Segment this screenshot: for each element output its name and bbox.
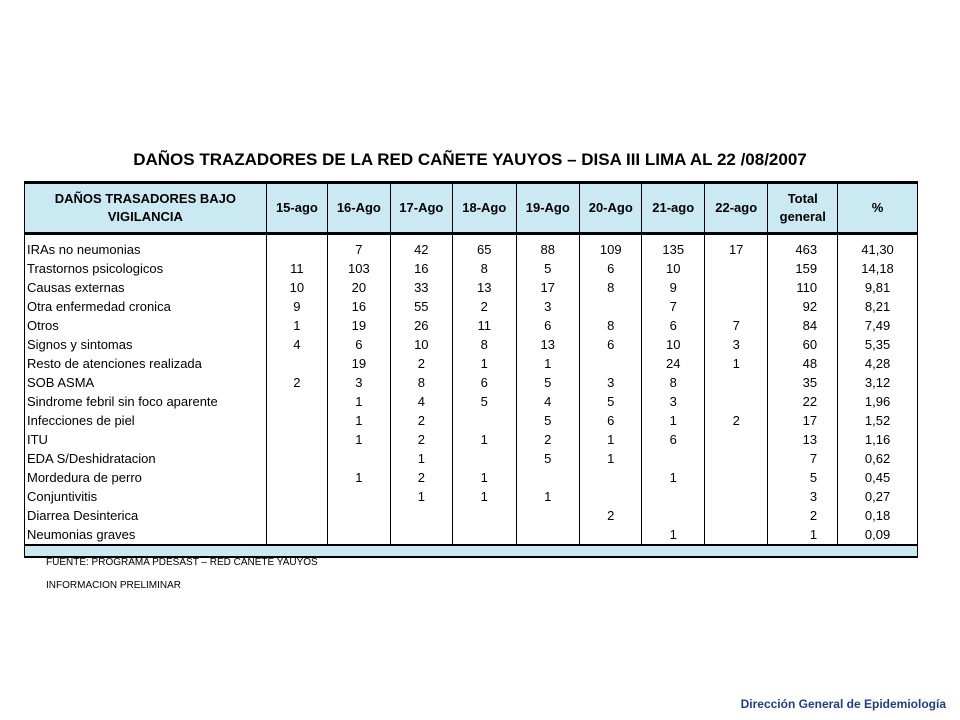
- row-value-cell: 6: [580, 411, 642, 430]
- row-value-cell: 1: [453, 487, 516, 506]
- row-label: Otros: [25, 316, 267, 335]
- row-value-cell: [328, 449, 390, 468]
- row-value-cell: [266, 449, 327, 468]
- row-value-cell: 42: [390, 240, 452, 259]
- row-total-cell: 159: [768, 259, 838, 278]
- row-value-cell: 1: [390, 487, 452, 506]
- row-value-cell: [390, 525, 452, 544]
- header-category-line2: VIGILANCIA: [107, 209, 183, 224]
- table-row: [25, 335, 918, 354]
- row-value-cell: [704, 468, 767, 487]
- table-row: [25, 354, 918, 373]
- row-label: Trastornos psicologicos: [25, 259, 267, 278]
- table-row: [25, 430, 918, 449]
- row-label: Conjuntivitis: [25, 487, 267, 506]
- row-value-cell: 6: [580, 335, 642, 354]
- row-value-cell: 7: [704, 316, 767, 335]
- row-total-cell: 22: [768, 392, 838, 411]
- row-value-cell: 33: [390, 278, 452, 297]
- row-total-cell: 92: [768, 297, 838, 316]
- header-date-0: 15-ago: [266, 183, 327, 234]
- row-value-cell: [266, 430, 327, 449]
- row-total-cell: 84: [768, 316, 838, 335]
- row-label: Signos y sintomas: [25, 335, 267, 354]
- row-value-cell: 5: [453, 392, 516, 411]
- row-percent-cell: 4,28: [838, 354, 918, 373]
- row-percent-cell: 0,27: [838, 487, 918, 506]
- row-value-cell: 7: [642, 297, 704, 316]
- row-value-cell: [516, 525, 579, 544]
- row-percent-cell: 0,62: [838, 449, 918, 468]
- row-value-cell: 4: [390, 392, 452, 411]
- row-value-cell: 1: [453, 430, 516, 449]
- row-percent-cell: 7,49: [838, 316, 918, 335]
- header-date-5: 20-Ago: [580, 183, 642, 234]
- row-value-cell: [266, 468, 327, 487]
- header-date-2: 17-Ago: [390, 183, 452, 234]
- row-value-cell: 2: [580, 506, 642, 525]
- row-value-cell: 3: [642, 392, 704, 411]
- row-value-cell: [328, 525, 390, 544]
- row-value-cell: [642, 487, 704, 506]
- row-value-cell: 10: [266, 278, 327, 297]
- row-value-cell: 1: [328, 411, 390, 430]
- header-total: [768, 183, 838, 234]
- row-total-cell: 110: [768, 278, 838, 297]
- row-percent-cell: 0,18: [838, 506, 918, 525]
- row-total-cell: 1: [768, 525, 838, 544]
- row-value-cell: [266, 525, 327, 544]
- row-value-cell: [390, 506, 452, 525]
- row-value-cell: 135: [642, 240, 704, 259]
- row-value-cell: 1: [266, 316, 327, 335]
- row-value-cell: 1: [516, 487, 579, 506]
- row-value-cell: [580, 297, 642, 316]
- row-value-cell: 103: [328, 259, 390, 278]
- row-label: EDA S/Deshidratacion: [25, 449, 267, 468]
- row-value-cell: 8: [642, 373, 704, 392]
- row-value-cell: 9: [642, 278, 704, 297]
- header-total-line1: Total: [787, 191, 818, 206]
- row-value-cell: 5: [580, 392, 642, 411]
- row-value-cell: [516, 506, 579, 525]
- row-value-cell: 1: [704, 354, 767, 373]
- damage-table-container: [24, 181, 918, 558]
- row-value-cell: 1: [328, 430, 390, 449]
- row-value-cell: [704, 259, 767, 278]
- organization-brand: Dirección General de Epidemiología: [740, 697, 946, 711]
- row-value-cell: 2: [704, 411, 767, 430]
- row-value-cell: 6: [328, 335, 390, 354]
- row-value-cell: 9: [266, 297, 327, 316]
- row-value-cell: 2: [390, 430, 452, 449]
- table-row: [25, 259, 918, 278]
- row-value-cell: 4: [266, 335, 327, 354]
- row-value-cell: [266, 487, 327, 506]
- row-value-cell: 1: [453, 468, 516, 487]
- source-note: FUENTE: PROGRAMA PDESAST – RED CAÑETE YAUYOS: [46, 557, 318, 568]
- row-value-cell: 2: [390, 354, 452, 373]
- table-row: [25, 525, 918, 544]
- header-category-line1: DAÑOS TRASADORES BAJO: [54, 191, 236, 206]
- row-value-cell: 16: [390, 259, 452, 278]
- table-body: [25, 234, 918, 545]
- row-value-cell: [704, 430, 767, 449]
- row-value-cell: [266, 392, 327, 411]
- row-percent-cell: 1,52: [838, 411, 918, 430]
- row-value-cell: 19: [328, 316, 390, 335]
- row-value-cell: 13: [453, 278, 516, 297]
- row-value-cell: 5: [516, 411, 579, 430]
- row-value-cell: [266, 240, 327, 259]
- row-total-cell: 3: [768, 487, 838, 506]
- row-value-cell: 6: [642, 430, 704, 449]
- header-date-7: 22-ago: [704, 183, 767, 234]
- header-date-3: 18-Ago: [453, 183, 516, 234]
- row-value-cell: 3: [704, 335, 767, 354]
- row-value-cell: 109: [580, 240, 642, 259]
- row-value-cell: 8: [580, 278, 642, 297]
- header-category: [25, 183, 267, 234]
- row-value-cell: 2: [390, 468, 452, 487]
- row-value-cell: [516, 468, 579, 487]
- row-percent-cell: 41,30: [838, 240, 918, 259]
- row-value-cell: 88: [516, 240, 579, 259]
- row-total-cell: 2: [768, 506, 838, 525]
- row-total-cell: 48: [768, 354, 838, 373]
- row-value-cell: [704, 373, 767, 392]
- table-row: [25, 316, 918, 335]
- row-value-cell: 11: [453, 316, 516, 335]
- table-row: [25, 297, 918, 316]
- row-value-cell: 16: [328, 297, 390, 316]
- table-row: [25, 449, 918, 468]
- row-value-cell: [453, 525, 516, 544]
- row-value-cell: 1: [580, 449, 642, 468]
- row-label: Causas externas: [25, 278, 267, 297]
- row-label: SOB ASMA: [25, 373, 267, 392]
- row-value-cell: [704, 487, 767, 506]
- row-percent-cell: 5,35: [838, 335, 918, 354]
- row-value-cell: [580, 525, 642, 544]
- row-label: Sindrome febril sin foco aparente: [25, 392, 267, 411]
- row-value-cell: 10: [642, 335, 704, 354]
- row-percent-cell: 9,81: [838, 278, 918, 297]
- row-value-cell: [266, 506, 327, 525]
- row-total-cell: 60: [768, 335, 838, 354]
- damage-table: [24, 181, 918, 544]
- row-total-cell: 7: [768, 449, 838, 468]
- row-percent-cell: 1,16: [838, 430, 918, 449]
- row-percent-cell: 1,96: [838, 392, 918, 411]
- row-value-cell: 1: [642, 411, 704, 430]
- row-value-cell: 7: [328, 240, 390, 259]
- row-value-cell: [266, 411, 327, 430]
- row-percent-cell: 8,21: [838, 297, 918, 316]
- header-total-line2: general: [779, 209, 826, 224]
- row-value-cell: [704, 297, 767, 316]
- table-row: [25, 468, 918, 487]
- row-value-cell: 4: [516, 392, 579, 411]
- row-value-cell: 10: [390, 335, 452, 354]
- row-value-cell: 2: [390, 411, 452, 430]
- row-value-cell: 3: [328, 373, 390, 392]
- header-percent: %: [838, 183, 918, 234]
- row-percent-cell: 14,18: [838, 259, 918, 278]
- table-row: [25, 487, 918, 506]
- row-value-cell: 8: [453, 259, 516, 278]
- row-label: Diarrea Desinterica: [25, 506, 267, 525]
- row-value-cell: [580, 354, 642, 373]
- row-value-cell: 2: [453, 297, 516, 316]
- row-value-cell: [704, 525, 767, 544]
- table-footer-band: [24, 544, 918, 558]
- row-value-cell: 1: [390, 449, 452, 468]
- row-value-cell: 65: [453, 240, 516, 259]
- page-title: DAÑOS TRAZADORES DE LA RED CAÑETE YAUYOS – DISA III LIMA AL 22 /08/2007: [133, 150, 807, 169]
- row-value-cell: 8: [580, 316, 642, 335]
- row-value-cell: 1: [642, 525, 704, 544]
- table-row: [25, 411, 918, 430]
- row-value-cell: [328, 487, 390, 506]
- row-value-cell: [580, 487, 642, 506]
- row-value-cell: 1: [328, 392, 390, 411]
- row-value-cell: 6: [516, 316, 579, 335]
- row-value-cell: 11: [266, 259, 327, 278]
- table-row: [25, 373, 918, 392]
- row-percent-cell: 0,45: [838, 468, 918, 487]
- row-value-cell: 26: [390, 316, 452, 335]
- row-value-cell: 3: [516, 297, 579, 316]
- row-value-cell: [704, 392, 767, 411]
- row-value-cell: 6: [453, 373, 516, 392]
- row-value-cell: 1: [516, 354, 579, 373]
- table-row: [25, 240, 918, 259]
- preliminary-note: INFORMACION PRELIMINAR: [46, 580, 182, 591]
- row-total-cell: 13: [768, 430, 838, 449]
- row-value-cell: [453, 411, 516, 430]
- row-value-cell: 1: [453, 354, 516, 373]
- row-value-cell: 1: [328, 468, 390, 487]
- row-percent-cell: 3,12: [838, 373, 918, 392]
- row-value-cell: 20: [328, 278, 390, 297]
- row-value-cell: [580, 468, 642, 487]
- row-value-cell: [704, 278, 767, 297]
- row-value-cell: [453, 449, 516, 468]
- row-value-cell: 6: [642, 316, 704, 335]
- row-label: IRAs no neumonias: [25, 240, 267, 259]
- row-value-cell: 6: [580, 259, 642, 278]
- row-value-cell: 13: [516, 335, 579, 354]
- row-value-cell: 3: [580, 373, 642, 392]
- header-date-1: 16-Ago: [328, 183, 390, 234]
- row-value-cell: [704, 449, 767, 468]
- table-header-row: [25, 183, 918, 234]
- header-date-6: 21-ago: [642, 183, 704, 234]
- row-percent-cell: 0,09: [838, 525, 918, 544]
- row-value-cell: 1: [642, 468, 704, 487]
- row-value-cell: 17: [516, 278, 579, 297]
- row-value-cell: 2: [516, 430, 579, 449]
- row-total-cell: 5: [768, 468, 838, 487]
- row-value-cell: 5: [516, 259, 579, 278]
- row-value-cell: 1: [580, 430, 642, 449]
- row-value-cell: 8: [390, 373, 452, 392]
- table-row: [25, 278, 918, 297]
- row-value-cell: [704, 506, 767, 525]
- table-row: [25, 506, 918, 525]
- row-value-cell: 8: [453, 335, 516, 354]
- row-label: Infecciones de piel: [25, 411, 267, 430]
- row-value-cell: [453, 506, 516, 525]
- row-total-cell: 463: [768, 240, 838, 259]
- table-row: [25, 392, 918, 411]
- row-value-cell: 5: [516, 449, 579, 468]
- row-value-cell: 19: [328, 354, 390, 373]
- row-value-cell: 17: [704, 240, 767, 259]
- row-value-cell: [642, 506, 704, 525]
- row-label: Otra enfermedad cronica: [25, 297, 267, 316]
- row-label: Mordedura de perro: [25, 468, 267, 487]
- row-total-cell: 35: [768, 373, 838, 392]
- row-value-cell: 2: [266, 373, 327, 392]
- row-value-cell: [266, 354, 327, 373]
- row-label: ITU: [25, 430, 267, 449]
- row-value-cell: 55: [390, 297, 452, 316]
- row-value-cell: 5: [516, 373, 579, 392]
- row-value-cell: 24: [642, 354, 704, 373]
- row-label: Neumonias graves: [25, 525, 267, 544]
- row-total-cell: 17: [768, 411, 838, 430]
- row-value-cell: [642, 449, 704, 468]
- row-value-cell: [328, 506, 390, 525]
- row-value-cell: 10: [642, 259, 704, 278]
- row-label: Resto de atenciones realizada: [25, 354, 267, 373]
- header-date-4: 19-Ago: [516, 183, 579, 234]
